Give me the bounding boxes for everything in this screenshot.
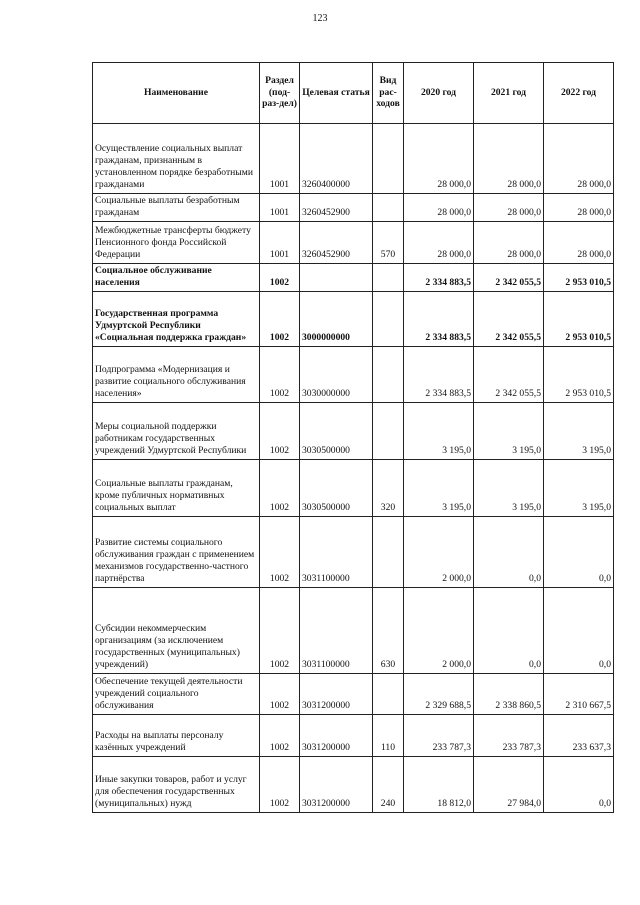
table-row [93,757,614,813]
header-expense: Вид рас-ходов [373,63,404,124]
row-2022: 233 637,3 [544,715,614,757]
row-2020: 28 000,0 [404,194,474,222]
row-expense: 320 [373,460,404,517]
row-name: Социальные выплаты гражданам, кроме публичных нормативных социальных выплат [93,460,260,517]
row-article: 3031200000 [300,757,373,813]
row-2022: 2 953 010,5 [544,264,614,292]
row-2021: 2 342 055,5 [474,264,544,292]
row-2021: 2 342 055,5 [474,292,544,347]
row-expense [373,674,404,715]
row-2020: 2 000,0 [404,588,474,674]
header-2021: 2021 год [474,63,544,124]
header-article: Целевая статья [300,63,373,124]
row-article: 3260452900 [300,222,373,264]
table-row [93,124,614,194]
row-2021: 28 000,0 [474,124,544,194]
row-name: Социальные выплаты безработным гражданам [93,194,260,222]
row-section: 1001 [260,194,300,222]
row-section: 1002 [260,292,300,347]
page-number: 123 [312,13,328,24]
row-2020: 18 812,0 [404,757,474,813]
table-row [93,347,614,403]
row-2020: 28 000,0 [404,222,474,264]
row-section: 1002 [260,674,300,715]
row-2022: 28 000,0 [544,124,614,194]
row-2021: 3 195,0 [474,403,544,460]
row-section: 1001 [260,124,300,194]
header-name: Наименование [93,63,260,124]
table-row [93,517,614,588]
table-row [93,460,614,517]
row-name: Развитие системы социального обслуживания граждан с применением механизмов государственно-частного партнёрства [93,517,260,588]
row-expense: 570 [373,222,404,264]
row-2022: 28 000,0 [544,222,614,264]
row-2020: 2 000,0 [404,517,474,588]
row-name: Государственная программа Удмуртской Республики «Социальная поддержка граждан» [93,292,260,347]
row-2020: 3 195,0 [404,460,474,517]
row-article: 3030000000 [300,347,373,403]
table-row [93,222,614,264]
row-article: 3030500000 [300,403,373,460]
table-header-row [93,63,614,124]
row-2022: 3 195,0 [544,403,614,460]
row-2021: 233 787,3 [474,715,544,757]
row-2021: 28 000,0 [474,194,544,222]
row-article: 3260452900 [300,194,373,222]
row-name: Меры социальной поддержки работникам государственных учреждений Удмуртской Республики [93,403,260,460]
table-row [93,715,614,757]
row-2022: 3 195,0 [544,460,614,517]
row-section: 1002 [260,757,300,813]
row-2022: 2 953 010,5 [544,292,614,347]
row-article: 3031100000 [300,588,373,674]
row-article: 3031200000 [300,715,373,757]
row-name: Осуществление социальных выплат гражданам, признанным в установленном порядке безработными гражданами [93,124,260,194]
header-2020: 2020 год [404,63,474,124]
row-2020: 2 334 883,5 [404,347,474,403]
row-2021: 2 342 055,5 [474,347,544,403]
row-name: Субсидии некоммерческим организациям (за исключением государственных (муниципальных) учреждений) [93,588,260,674]
row-expense [373,124,404,194]
row-expense [373,517,404,588]
budget-table [92,62,614,813]
row-name: Межбюджетные трансферты бюджету Пенсионного фонда Российской Федерации [93,222,260,264]
row-2022: 2 953 010,5 [544,347,614,403]
row-article: 3031200000 [300,674,373,715]
row-section: 1001 [260,222,300,264]
row-name: Обеспечение текущей деятельности учреждений социального обслуживания [93,674,260,715]
header-2022: 2022 год [544,63,614,124]
row-section: 1002 [260,403,300,460]
row-2022: 0,0 [544,517,614,588]
row-name: Расходы на выплаты персоналу казённых учреждений [93,715,260,757]
row-2022: 2 310 667,5 [544,674,614,715]
row-section: 1002 [260,460,300,517]
table-row [93,588,614,674]
row-name: Иные закупки товаров, работ и услуг для обеспечения государственных (муниципальных) нужд [93,757,260,813]
row-expense [373,403,404,460]
row-article: 3000000000 [300,292,373,347]
row-2021: 27 984,0 [474,757,544,813]
row-2020: 233 787,3 [404,715,474,757]
row-article [300,264,373,292]
row-section: 1002 [260,715,300,757]
row-expense: 630 [373,588,404,674]
header-section: Раздел (под-раз-дел) [260,63,300,124]
row-expense [373,292,404,347]
table-row [93,194,614,222]
row-expense [373,264,404,292]
row-expense: 110 [373,715,404,757]
table-row [93,264,614,292]
row-2021: 0,0 [474,588,544,674]
row-2020: 3 195,0 [404,403,474,460]
row-article: 3260400000 [300,124,373,194]
table-row [93,292,614,347]
row-2020: 2 334 883,5 [404,264,474,292]
row-article: 3030500000 [300,460,373,517]
row-name: Социальное обслуживание населения [93,264,260,292]
row-2020: 2 334 883,5 [404,292,474,347]
row-article: 3031100000 [300,517,373,588]
row-section: 1002 [260,517,300,588]
row-2022: 0,0 [544,588,614,674]
row-2020: 2 329 688,5 [404,674,474,715]
row-section: 1002 [260,264,300,292]
row-2022: 28 000,0 [544,194,614,222]
row-expense: 240 [373,757,404,813]
row-2021: 2 338 860,5 [474,674,544,715]
row-2022: 0,0 [544,757,614,813]
row-section: 1002 [260,347,300,403]
row-2020: 28 000,0 [404,124,474,194]
row-2021: 28 000,0 [474,222,544,264]
row-expense [373,194,404,222]
row-2021: 0,0 [474,517,544,588]
row-expense [373,347,404,403]
table-row [93,403,614,460]
table-row [93,674,614,715]
row-2021: 3 195,0 [474,460,544,517]
row-name: Подпрограмма «Модернизация и развитие социального обслуживания населения» [93,347,260,403]
row-section: 1002 [260,588,300,674]
